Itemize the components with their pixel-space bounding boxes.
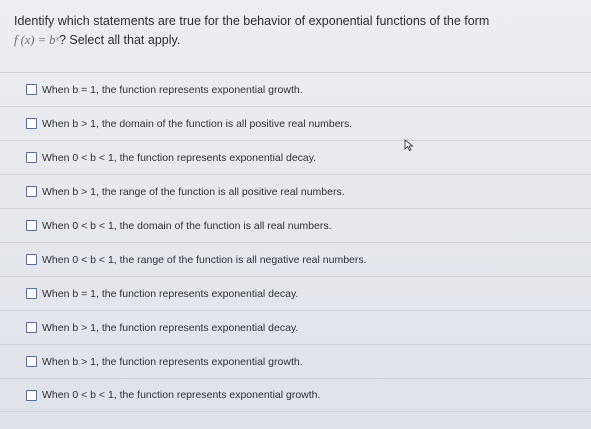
question-instruction: ? Select all that apply.	[58, 33, 181, 47]
option-label: When b > 1, the function represents exponential decay.	[42, 321, 299, 334]
checkbox[interactable]	[26, 322, 37, 333]
question-text	[14, 12, 579, 50]
option-label: When 0 < b < 1, the function represents exponential growth.	[42, 389, 321, 401]
option-label: When b = 1, the function represents exponential decay.	[42, 287, 299, 300]
option-4[interactable]	[0, 174, 591, 208]
option-2[interactable]	[0, 106, 591, 140]
checkbox[interactable]	[26, 288, 37, 299]
checkbox[interactable]	[26, 390, 37, 401]
checkbox[interactable]	[26, 84, 37, 95]
option-label: When b > 1, the function represents exponential growth.	[42, 355, 303, 368]
option-7[interactable]	[0, 276, 591, 310]
option-label: When 0 < b < 1, the range of the function is all negative real numbers.	[42, 253, 367, 266]
checkbox[interactable]	[26, 152, 37, 163]
checkbox[interactable]	[26, 118, 37, 129]
checkbox[interactable]	[26, 186, 37, 197]
checkbox[interactable]	[26, 254, 37, 265]
function-formula: f (x) = bˣ	[14, 33, 59, 47]
option-8[interactable]	[0, 310, 591, 344]
option-5[interactable]	[0, 208, 591, 242]
answer-options	[0, 72, 591, 412]
option-6[interactable]	[0, 242, 591, 276]
checkbox[interactable]	[26, 220, 37, 231]
checkbox[interactable]	[26, 356, 37, 367]
option-label: When b = 1, the function represents exponential growth.	[42, 83, 303, 96]
option-1[interactable]	[0, 72, 591, 106]
option-label: When b > 1, the domain of the function is all positive real numbers.	[42, 117, 353, 130]
option-label: When 0 < b < 1, the function represents exponential decay.	[42, 151, 317, 164]
option-label: When b > 1, the range of the function is all positive real numbers.	[42, 185, 345, 198]
option-10[interactable]	[0, 378, 591, 412]
mouse-pointer-icon	[404, 139, 414, 151]
question-prompt: Identify which statements are true for the behavior of exponential functions of the form	[14, 14, 490, 28]
option-9[interactable]	[0, 344, 591, 378]
option-label: When 0 < b < 1, the domain of the function is all real numbers.	[42, 219, 332, 232]
option-3[interactable]	[0, 140, 591, 174]
